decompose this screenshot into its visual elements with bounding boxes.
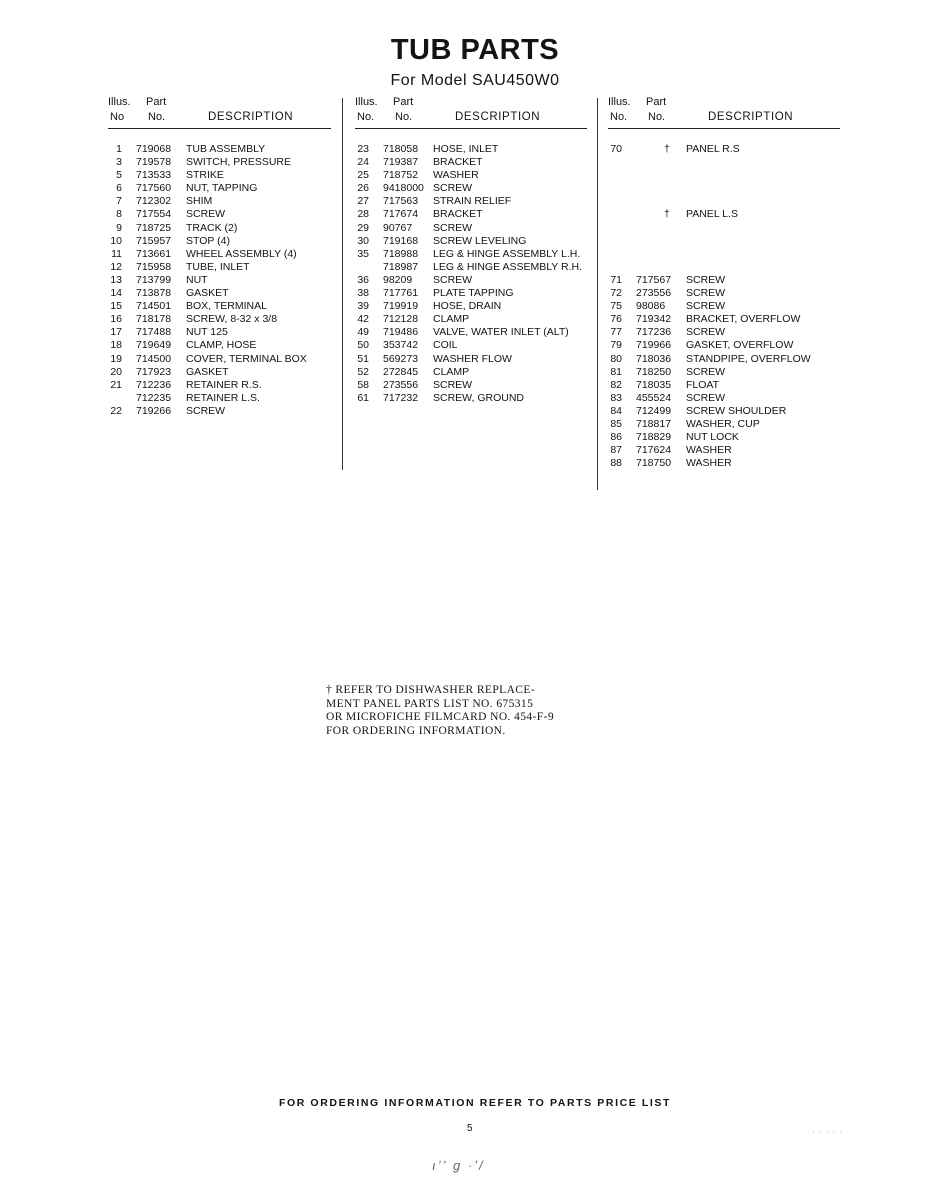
illus-number: 11 xyxy=(111,247,122,260)
illus-number: 87 xyxy=(610,444,622,457)
illus-number: 70 xyxy=(610,143,622,155)
part-number: 718817 xyxy=(636,417,672,430)
illus-number: 3 xyxy=(116,156,122,169)
part-description: SCREW xyxy=(686,273,726,286)
part-description: NUT, TAPPING xyxy=(186,182,258,195)
illus-number: 81 xyxy=(610,365,622,378)
illus-number: 25 xyxy=(357,169,369,182)
part-number: 273556 xyxy=(383,378,419,391)
part-description: BRACKET xyxy=(433,156,483,169)
part-description: STANDPIPE, OVERFLOW xyxy=(686,352,811,365)
illus-number: 61 xyxy=(357,391,369,404)
part-number: 718250 xyxy=(636,365,672,378)
illus-number: 13 xyxy=(110,273,122,286)
part-number: 90767 xyxy=(383,221,413,234)
header-rule xyxy=(608,128,840,129)
part-description: SCREW xyxy=(686,326,726,339)
part-number: 98086 xyxy=(636,300,666,313)
part-description: PLATE TAPPING xyxy=(433,287,514,300)
part-description: TRACK (2) xyxy=(186,221,238,234)
part-description: SCREW xyxy=(433,221,473,234)
part-description: HOSE, DRAIN xyxy=(433,300,502,313)
part-description: GASKET xyxy=(186,365,229,378)
ordering-footer: FOR ORDERING INFORMATION REFER TO PARTS PRICE LIST xyxy=(278,1097,672,1109)
part-header: Part xyxy=(393,96,414,108)
illus-number: 72 xyxy=(610,287,622,300)
illus-number: 21 xyxy=(110,378,122,391)
parts-column xyxy=(355,96,587,404)
illus-number: 75 xyxy=(610,300,622,313)
illus-number: 9 xyxy=(116,221,122,234)
part-description: RETAINER L.S. xyxy=(186,391,260,404)
part-no-header: No. xyxy=(148,111,166,123)
illus-no-header: No. xyxy=(357,111,375,123)
part-number: 719578 xyxy=(136,156,172,169)
illus-number: 7 xyxy=(116,195,122,208)
illus-number: 12 xyxy=(110,260,122,273)
part-header: Part xyxy=(146,96,167,108)
illus-number: 49 xyxy=(357,326,369,339)
illus-number: 42 xyxy=(357,313,369,326)
part-number: 719649 xyxy=(136,339,172,352)
part-description: WASHER xyxy=(686,457,732,470)
part-number: 9418000 xyxy=(383,182,424,195)
part-description: CLAMP xyxy=(433,365,470,378)
part-description: PANEL L.S xyxy=(686,208,738,221)
part-number: 569273 xyxy=(383,352,419,365)
part-description: WHEEL ASSEMBLY (4) xyxy=(186,247,297,260)
part-description: NUT xyxy=(186,273,208,286)
part-number: 715957 xyxy=(136,234,172,247)
part-number: 713533 xyxy=(136,169,172,182)
replacement-panel-note xyxy=(326,684,626,738)
part-number: 717554 xyxy=(136,208,172,221)
illus-number: 18 xyxy=(110,339,122,352)
part-description: BRACKET, OVERFLOW xyxy=(686,313,801,326)
illus-number: 24 xyxy=(357,156,369,169)
illus-header: Illus. xyxy=(108,96,131,108)
part-number: 718752 xyxy=(383,169,419,182)
part-number: 719387 xyxy=(383,156,419,169)
part-number: 713878 xyxy=(136,287,172,300)
illus-number: 52 xyxy=(357,365,369,378)
parts-column xyxy=(608,96,840,470)
parts-column xyxy=(108,96,333,417)
part-description: CLAMP, HOSE xyxy=(186,339,257,352)
part-number: 714501 xyxy=(136,300,172,313)
part-number: 718036 xyxy=(636,352,672,365)
part-number: 719168 xyxy=(383,234,419,247)
part-description: SCREW SHOULDER xyxy=(686,404,787,417)
part-number: † xyxy=(664,143,670,155)
illus-number: 14 xyxy=(110,287,122,300)
part-number: 717563 xyxy=(383,195,419,208)
description-header: DESCRIPTION xyxy=(708,111,794,123)
part-description: SWITCH, PRESSURE xyxy=(186,156,292,169)
illus-header: Illus. xyxy=(608,96,631,108)
part-number: 717923 xyxy=(136,365,172,378)
part-number: † xyxy=(664,208,670,221)
illus-number: 82 xyxy=(610,378,622,391)
part-description: SCREW LEVELING xyxy=(433,234,527,247)
description-header: DESCRIPTION xyxy=(455,111,541,123)
part-description: SCREW xyxy=(433,378,473,391)
part-description: NUT 125 xyxy=(186,326,228,339)
illus-number: 71 xyxy=(610,273,622,286)
part-description: SCREW xyxy=(686,300,726,313)
part-number: 717236 xyxy=(636,326,672,339)
part-number: 717232 xyxy=(383,391,419,404)
part-number: 717674 xyxy=(383,208,419,221)
part-description: SCREW xyxy=(686,365,726,378)
part-number: 719486 xyxy=(383,326,419,339)
illus-number: 51 xyxy=(357,352,369,365)
illus-number: 10 xyxy=(110,234,122,247)
illus-number: 86 xyxy=(610,431,622,444)
part-description: STRIKE xyxy=(186,169,224,182)
part-description: STOP (4) xyxy=(186,234,230,247)
part-description: TUBE, INLET xyxy=(186,260,250,273)
header-rule xyxy=(355,128,587,129)
part-number: 712128 xyxy=(383,313,419,326)
part-number: 714500 xyxy=(136,352,172,365)
note-line: FOR ORDERING INFORMATION. xyxy=(326,724,506,737)
illus-no-header: No xyxy=(110,111,125,123)
illus-number: 50 xyxy=(357,339,369,352)
part-description: WASHER xyxy=(686,444,732,457)
part-number: 718988 xyxy=(383,247,419,260)
illus-number: 83 xyxy=(610,391,622,404)
part-number: 717624 xyxy=(636,444,672,457)
part-description: SCREW xyxy=(433,182,473,195)
part-number: 719919 xyxy=(383,300,419,313)
part-number: 455524 xyxy=(636,391,672,404)
part-description: NUT LOCK xyxy=(686,431,739,444)
illus-number: 39 xyxy=(357,300,369,313)
illus-number: 1 xyxy=(116,143,122,155)
part-no-header: No. xyxy=(395,111,413,123)
model-subtitle: For Model SAU450W0 xyxy=(390,72,560,89)
part-number: 717761 xyxy=(383,287,419,300)
illus-number: 77 xyxy=(610,326,622,339)
part-number: 718750 xyxy=(636,457,672,470)
column-divider xyxy=(342,98,343,470)
part-number: 718725 xyxy=(136,221,172,234)
column-header xyxy=(108,96,333,130)
note-line: MENT PANEL PARTS LIST NO. 675315 xyxy=(326,697,534,710)
part-number: 713799 xyxy=(136,273,172,286)
note-line: † REFER TO DISHWASHER REPLACE- xyxy=(326,684,536,696)
illus-number: 76 xyxy=(610,313,622,326)
part-description: COVER, TERMINAL BOX xyxy=(186,352,307,365)
illus-number: 15 xyxy=(110,300,122,313)
illus-number: 28 xyxy=(357,208,369,221)
illus-number: 16 xyxy=(110,313,122,326)
illus-number: 88 xyxy=(610,457,622,470)
part-description: HOSE, INLET xyxy=(433,143,499,155)
part-number: 717488 xyxy=(136,326,172,339)
part-description: TUB ASSEMBLY xyxy=(186,143,266,155)
part-number: 712235 xyxy=(136,391,172,404)
part-description: SCREW xyxy=(686,287,726,300)
illus-header: Illus. xyxy=(355,96,378,108)
column-header xyxy=(608,96,840,130)
part-description: BRACKET xyxy=(433,208,483,221)
part-description: WASHER FLOW xyxy=(433,352,512,365)
page-title: TUB PARTS xyxy=(390,34,560,66)
illus-number: 26 xyxy=(357,182,369,195)
part-description: SCREW xyxy=(433,273,473,286)
part-number: 718035 xyxy=(636,378,672,391)
part-description: COIL xyxy=(433,339,458,352)
description-header: DESCRIPTION xyxy=(208,111,294,123)
illus-number: 38 xyxy=(357,287,369,300)
illus-number: 23 xyxy=(357,143,369,155)
illus-number: 27 xyxy=(357,195,369,208)
illus-number: 5 xyxy=(116,169,122,182)
part-no-header: No. xyxy=(648,111,666,123)
illus-number: 84 xyxy=(610,404,622,417)
illus-number: 79 xyxy=(610,339,622,352)
illus-number: 20 xyxy=(110,365,122,378)
part-description: SHIM xyxy=(186,195,213,208)
part-description: SCREW xyxy=(686,391,726,404)
part-number: 353742 xyxy=(383,339,419,352)
part-number: 718987 xyxy=(383,260,419,273)
part-number: 718178 xyxy=(136,313,172,326)
illus-number: 8 xyxy=(116,208,122,221)
scan-mark: · · · · · xyxy=(812,1128,844,1137)
note-line: OR MICROFICHE FILMCARD NO. 454-F-9 xyxy=(326,711,554,723)
part-number: 713661 xyxy=(136,247,172,260)
part-description: STRAIN RELIEF xyxy=(433,195,512,208)
part-description: SCREW xyxy=(186,404,226,417)
part-description: SCREW xyxy=(186,208,226,221)
illus-number: 36 xyxy=(357,273,369,286)
part-description: LEG & HINGE ASSEMBLY L.H. xyxy=(433,247,581,260)
part-description: SCREW, GROUND xyxy=(433,391,525,404)
part-number: 717560 xyxy=(136,182,172,195)
part-number: 712302 xyxy=(136,195,172,208)
handwritten-mark: ıʼʼ ɡ ·ʼ/ xyxy=(432,1158,485,1173)
part-number: 712236 xyxy=(136,378,172,391)
illus-number: 17 xyxy=(110,326,122,339)
part-number: 718829 xyxy=(636,431,672,444)
part-number: 717567 xyxy=(636,273,672,286)
illus-number: 85 xyxy=(610,417,622,430)
part-number: 718058 xyxy=(383,143,419,155)
page-number: 5 xyxy=(467,1123,473,1134)
part-number: 719966 xyxy=(636,339,672,352)
part-number: 719266 xyxy=(136,404,172,417)
part-number: 273556 xyxy=(636,287,672,300)
illus-number: 58 xyxy=(357,378,369,391)
part-description: SCREW, 8-32 x 3/8 xyxy=(186,313,278,326)
part-description: FLOAT xyxy=(686,378,720,391)
illus-number: 19 xyxy=(110,352,122,365)
part-description: LEG & HINGE ASSEMBLY R.H. xyxy=(433,260,582,273)
part-description: RETAINER R.S. xyxy=(186,378,262,391)
illus-no-header: No. xyxy=(610,111,628,123)
part-description: GASKET, OVERFLOW xyxy=(686,339,794,352)
illus-number: 30 xyxy=(357,234,369,247)
illus-number: 22 xyxy=(110,404,122,417)
column-divider xyxy=(597,98,598,490)
part-description: VALVE, WATER INLET (ALT) xyxy=(433,326,569,339)
part-number: 272845 xyxy=(383,365,419,378)
illus-number: 29 xyxy=(357,221,369,234)
part-description: BOX, TERMINAL xyxy=(186,300,267,313)
part-description: WASHER xyxy=(433,169,479,182)
illus-number: 35 xyxy=(357,247,369,260)
illus-number: 6 xyxy=(116,182,122,195)
illus-number: 80 xyxy=(610,352,622,365)
part-number: 719342 xyxy=(636,313,672,326)
part-header: Part xyxy=(646,96,667,108)
part-description: PANEL R.S xyxy=(686,143,740,155)
part-number: 715958 xyxy=(136,260,172,273)
header-rule xyxy=(108,128,331,129)
part-description: WASHER, CUP xyxy=(686,417,760,430)
part-description: GASKET xyxy=(186,287,229,300)
part-number: 98209 xyxy=(383,273,413,286)
column-header xyxy=(355,96,587,130)
part-number: 712499 xyxy=(636,404,672,417)
part-number: 719068 xyxy=(136,143,172,155)
part-description: CLAMP xyxy=(433,313,470,326)
